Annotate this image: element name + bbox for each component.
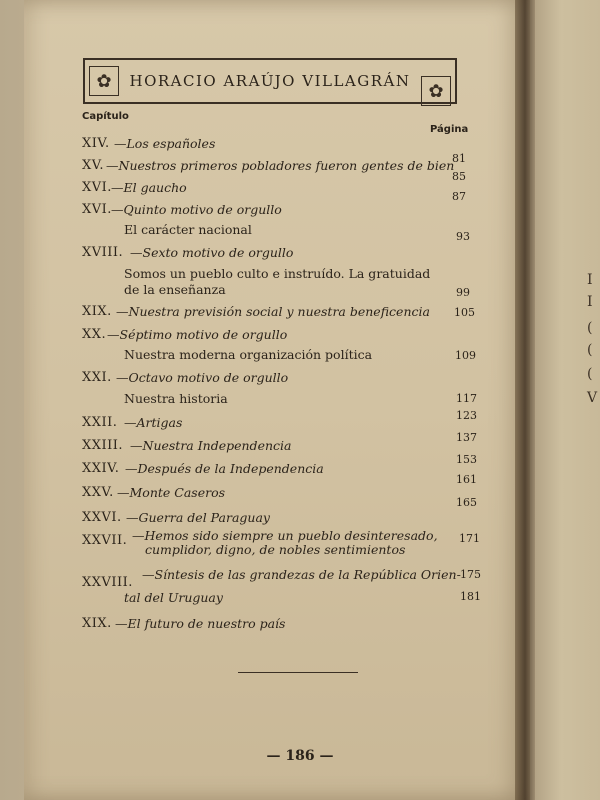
chapter-title: —Octavo motivo de orgullo	[116, 370, 289, 385]
facing-page-fragment: I	[587, 294, 593, 310]
chapter-title-continued: cumplidor, digno, de nobles sentimientos	[145, 542, 406, 557]
chapter-title: —Los españoles	[114, 136, 216, 151]
chapter-number: XXVI.	[82, 510, 122, 525]
page-number: 81	[452, 152, 466, 165]
chapter-title: —El gaucho	[111, 180, 187, 195]
chapter-number: XXII.	[82, 415, 118, 430]
chapter-subtitle: Nuestra moderna organización política	[124, 347, 373, 362]
chapter-number: XVI.	[82, 202, 112, 217]
divider-rule	[238, 672, 358, 673]
chapter-title: —Quinto motivo de orgullo	[111, 202, 282, 217]
chapter-title: —Síntesis de las grandezas de la República Orien-	[142, 567, 461, 582]
chapter-title: —Guerra del Paraguay	[126, 510, 270, 525]
page-number: 123	[456, 409, 477, 422]
chapter-title: —Hemos sido siempre un pueblo desinteresado,	[132, 528, 438, 543]
chapter-column-label: Capítulo	[82, 111, 129, 122]
flower-ornament-icon: ✿	[89, 66, 119, 96]
chapter-title: —Después de la Independencia	[125, 461, 324, 476]
chapter-number: XIX.	[82, 616, 112, 631]
chapter-number: XVI.	[82, 180, 112, 195]
chapter-title: —Séptimo motivo de orgullo	[107, 327, 288, 342]
chapter-number: XVIII.	[82, 245, 124, 260]
facing-page-fragment: (	[587, 366, 593, 382]
chapter-subtitle: Somos un pueblo culto e instruído. La gratuidad	[124, 266, 431, 281]
chapter-number: XV.	[82, 158, 105, 173]
page-number: 87	[452, 190, 466, 203]
page-number: 99	[456, 286, 470, 299]
page-number: 105	[454, 306, 475, 319]
chapter-number: XIX.	[82, 304, 112, 319]
chapter-title: —Nuestros primeros pobladores fueron gentes de bien	[106, 158, 455, 173]
chapter-title-continued: tal del Uruguay	[124, 590, 223, 605]
flower-ornament-icon: ✿	[421, 76, 451, 106]
facing-page-fragment: (	[587, 320, 593, 336]
chapter-number: XXIV.	[82, 461, 120, 476]
chapter-number: XXVIII.	[82, 575, 133, 590]
page-number: 117	[456, 392, 477, 405]
page-number: 109	[455, 349, 476, 362]
page-number: 137	[456, 431, 477, 444]
page-number: 171	[459, 532, 480, 545]
page-number: 165	[456, 496, 477, 509]
chapter-number: XXV.	[82, 485, 114, 500]
chapter-number: XX.	[82, 327, 107, 342]
author-name: HORACIO ARAÚJO VILLAGRÁN	[129, 72, 411, 90]
chapter-title: —Nuestra previsión social y nuestra beneficencia	[116, 304, 430, 319]
page-number: 181	[460, 590, 481, 603]
chapter-title: —Sexto motivo de orgullo	[130, 245, 294, 260]
page-number: 93	[456, 230, 470, 243]
page-column-label: Página	[430, 124, 469, 135]
page-number: 175	[460, 568, 481, 581]
folio-page-number: — 186 —	[266, 748, 334, 764]
chapter-title: —Monte Caseros	[117, 485, 226, 500]
page-number: 85	[452, 170, 466, 183]
chapter-subtitle: El carácter nacional	[124, 222, 252, 237]
chapter-number: XXIII.	[82, 438, 124, 453]
page-number: 161	[456, 473, 477, 486]
chapter-title: —El futuro de nuestro país	[115, 616, 286, 631]
chapter-number: XIV.	[82, 136, 110, 151]
page-number: 153	[456, 453, 477, 466]
chapter-title: —Artigas	[124, 415, 183, 430]
chapter-subtitle: de la enseñanza	[124, 282, 226, 297]
chapter-number: XXI.	[82, 370, 112, 385]
facing-page-fragment: (	[587, 342, 593, 358]
facing-page-fragment: V	[587, 390, 598, 406]
facing-page-fragment: I	[587, 272, 593, 288]
chapter-number: XXVII.	[82, 533, 128, 548]
chapter-subtitle: Nuestra historia	[124, 391, 228, 406]
chapter-title: —Nuestra Independencia	[130, 438, 292, 453]
